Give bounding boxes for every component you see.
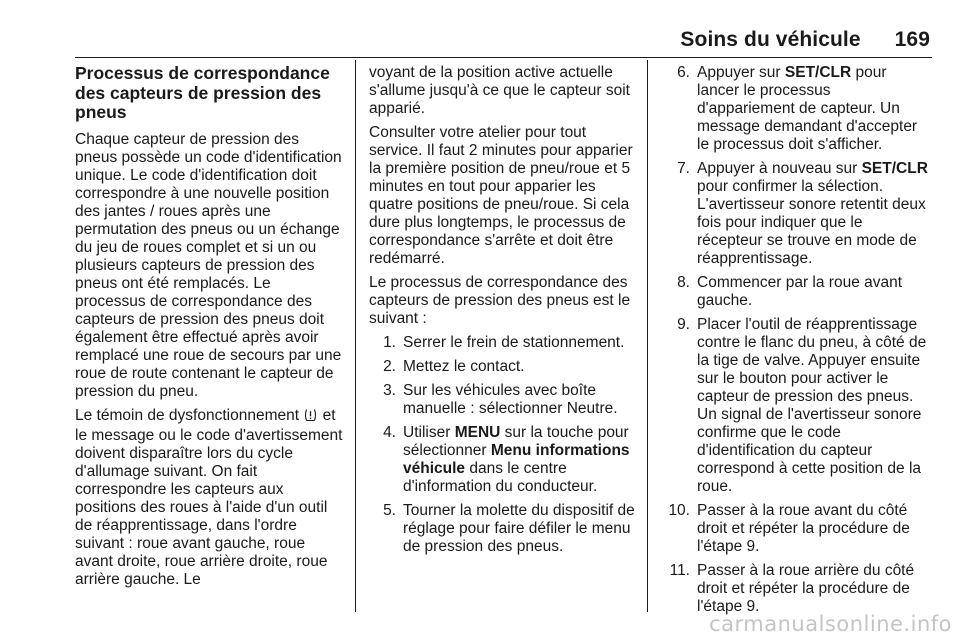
step-number: 1.: [383, 334, 396, 351]
paragraph-text: et le message ou le code d'avertissement doivent disparaître lors du cycle d'allumage suivant. On fait correspondre les capteurs aux positions des roues à l'aide d'un outil de réapprentissage, dans l'ordre suivant : roue avant gauche, roue avant droite, roue arrière droite, roue arrière gauche. Le: [75, 406, 343, 588]
step-text: Serrer le frein de stationnement.: [403, 334, 625, 351]
step-number: 5.: [383, 502, 396, 519]
step-text: Passer à la roue avant du côté droit et répéter la procédure de l'étape 9.: [697, 502, 910, 555]
list-item: [658, 160, 930, 268]
paragraph: voyant de la position active actuelle s'allume jusqu'à ce que le capteur soit apparié.: [369, 64, 630, 117]
step-text: Passer à la roue arrière du côté droit et répéter la procédure de l'étape 9.: [697, 562, 915, 615]
list-item: [369, 334, 635, 352]
text-run: Appuyer à nouveau sur: [697, 160, 858, 177]
section-heading: Processus de correspondance des capteurs de pression des pneus: [75, 63, 330, 122]
button-key-label: SET/CLR: [784, 64, 852, 81]
step-number: 2.: [383, 358, 396, 375]
menu-name-label: Menu informations véhicule: [403, 442, 630, 477]
step-text: Sur les véhicules avec boîte manuelle : sélectionner Neutre.: [403, 382, 618, 417]
text-run: Utiliser: [403, 424, 451, 441]
step-number: 3.: [383, 382, 396, 399]
text-run: sur la touche pour sélectionner: [403, 424, 629, 459]
button-key-label: SET/CLR: [861, 160, 928, 177]
column-2: [369, 64, 635, 562]
step-number: 9.: [677, 316, 690, 333]
menu-key-label: MENU: [454, 424, 501, 441]
step-number: 10.: [668, 502, 690, 519]
list-item: [658, 274, 930, 310]
watermark: carmanualsonline.info: [709, 612, 952, 636]
step-number: 7.: [677, 160, 690, 177]
text-run: pour lancer le processus d'appariement de capteur. Un message demandant d'accepter le processus doit s'afficher.: [697, 64, 918, 153]
tire-pressure-warning-icon: [304, 408, 317, 427]
list-item: [658, 562, 930, 616]
list-item: [369, 358, 635, 376]
page-header: [680, 28, 930, 52]
step-text: Tourner la molette du dispositif de réglage pour faire défiler le menu de pression des pneus.: [403, 502, 635, 555]
column-divider-2: [647, 60, 648, 612]
paragraph-intro: Chaque capteur de pression des pneus possède un code d'identification unique. Le code d'identification doit correspondre à une nouvelle position des jantes / roues après une permutation des pneus ou un échange du jeu de roues complet et si un ou plusieurs capteurs de pression des pneus ont été remplacés. Le processus de correspondance des capteurs de pression des pneus doit également être effectué après avoir remplacé une roue de secours par une roue de route contenant le capteur de pression du pneu.: [75, 130, 342, 400]
step-text: [403, 424, 635, 496]
column-3: [658, 64, 930, 622]
paragraph-warning: [75, 407, 345, 589]
list-item: [658, 316, 930, 496]
steps-list: [369, 334, 635, 556]
step-text: Mettez le contact.: [403, 358, 525, 375]
list-item: [658, 502, 930, 556]
step-text: [697, 64, 930, 154]
page-number: 169: [894, 28, 930, 51]
list-item: [369, 502, 635, 556]
paragraph: Consulter votre atelier pour tout service. Il faut 2 minutes pour apparier la première position de pneu/roue et 5 minutes en tout pour apparier les quatre positions de pneu/roue. Si cela dure plus longtemps, le processus de correspondance s'arrête et doit être redémarré.: [369, 124, 633, 267]
step-text: [697, 160, 930, 268]
header-rule: [75, 57, 932, 58]
step-number: 8.: [677, 274, 690, 291]
paragraph: Le processus de correspondance des capteurs de pression des pneus est le suivant :: [369, 274, 631, 327]
list-item: [369, 382, 635, 418]
text-run: dans le centre d'information du conducteur.: [403, 460, 598, 495]
column-1: [75, 64, 345, 595]
step-number: 6.: [677, 64, 690, 81]
paragraph-text: Le témoin de dysfonctionnement: [75, 406, 300, 424]
text-run: pour confirmer la sélection. L'avertisseur sonore retentit deux fois pour indiquer que le récepteur se trouve en mode de réapprentissage.: [697, 178, 926, 267]
list-item: [369, 424, 635, 496]
step-number: 4.: [383, 424, 396, 441]
steps-list: [658, 64, 930, 616]
step-number: 11.: [669, 562, 690, 579]
column-divider-1: [355, 60, 356, 612]
list-item: [658, 64, 930, 154]
step-text: Commencer par la roue avant gauche.: [697, 274, 903, 309]
text-run: Appuyer sur: [697, 64, 781, 81]
step-text: Placer l'outil de réapprentissage contre le flanc du pneu, à côté de la tige de valve. Appuyer ensuite sur le bouton pour activer le capteur de pression des pneus. Un signal de l'avertisseur sonore confirme que le code d'identification du capteur correspond à cette position de la roue.: [697, 316, 927, 495]
section-title: Soins du véhicule: [680, 28, 861, 51]
